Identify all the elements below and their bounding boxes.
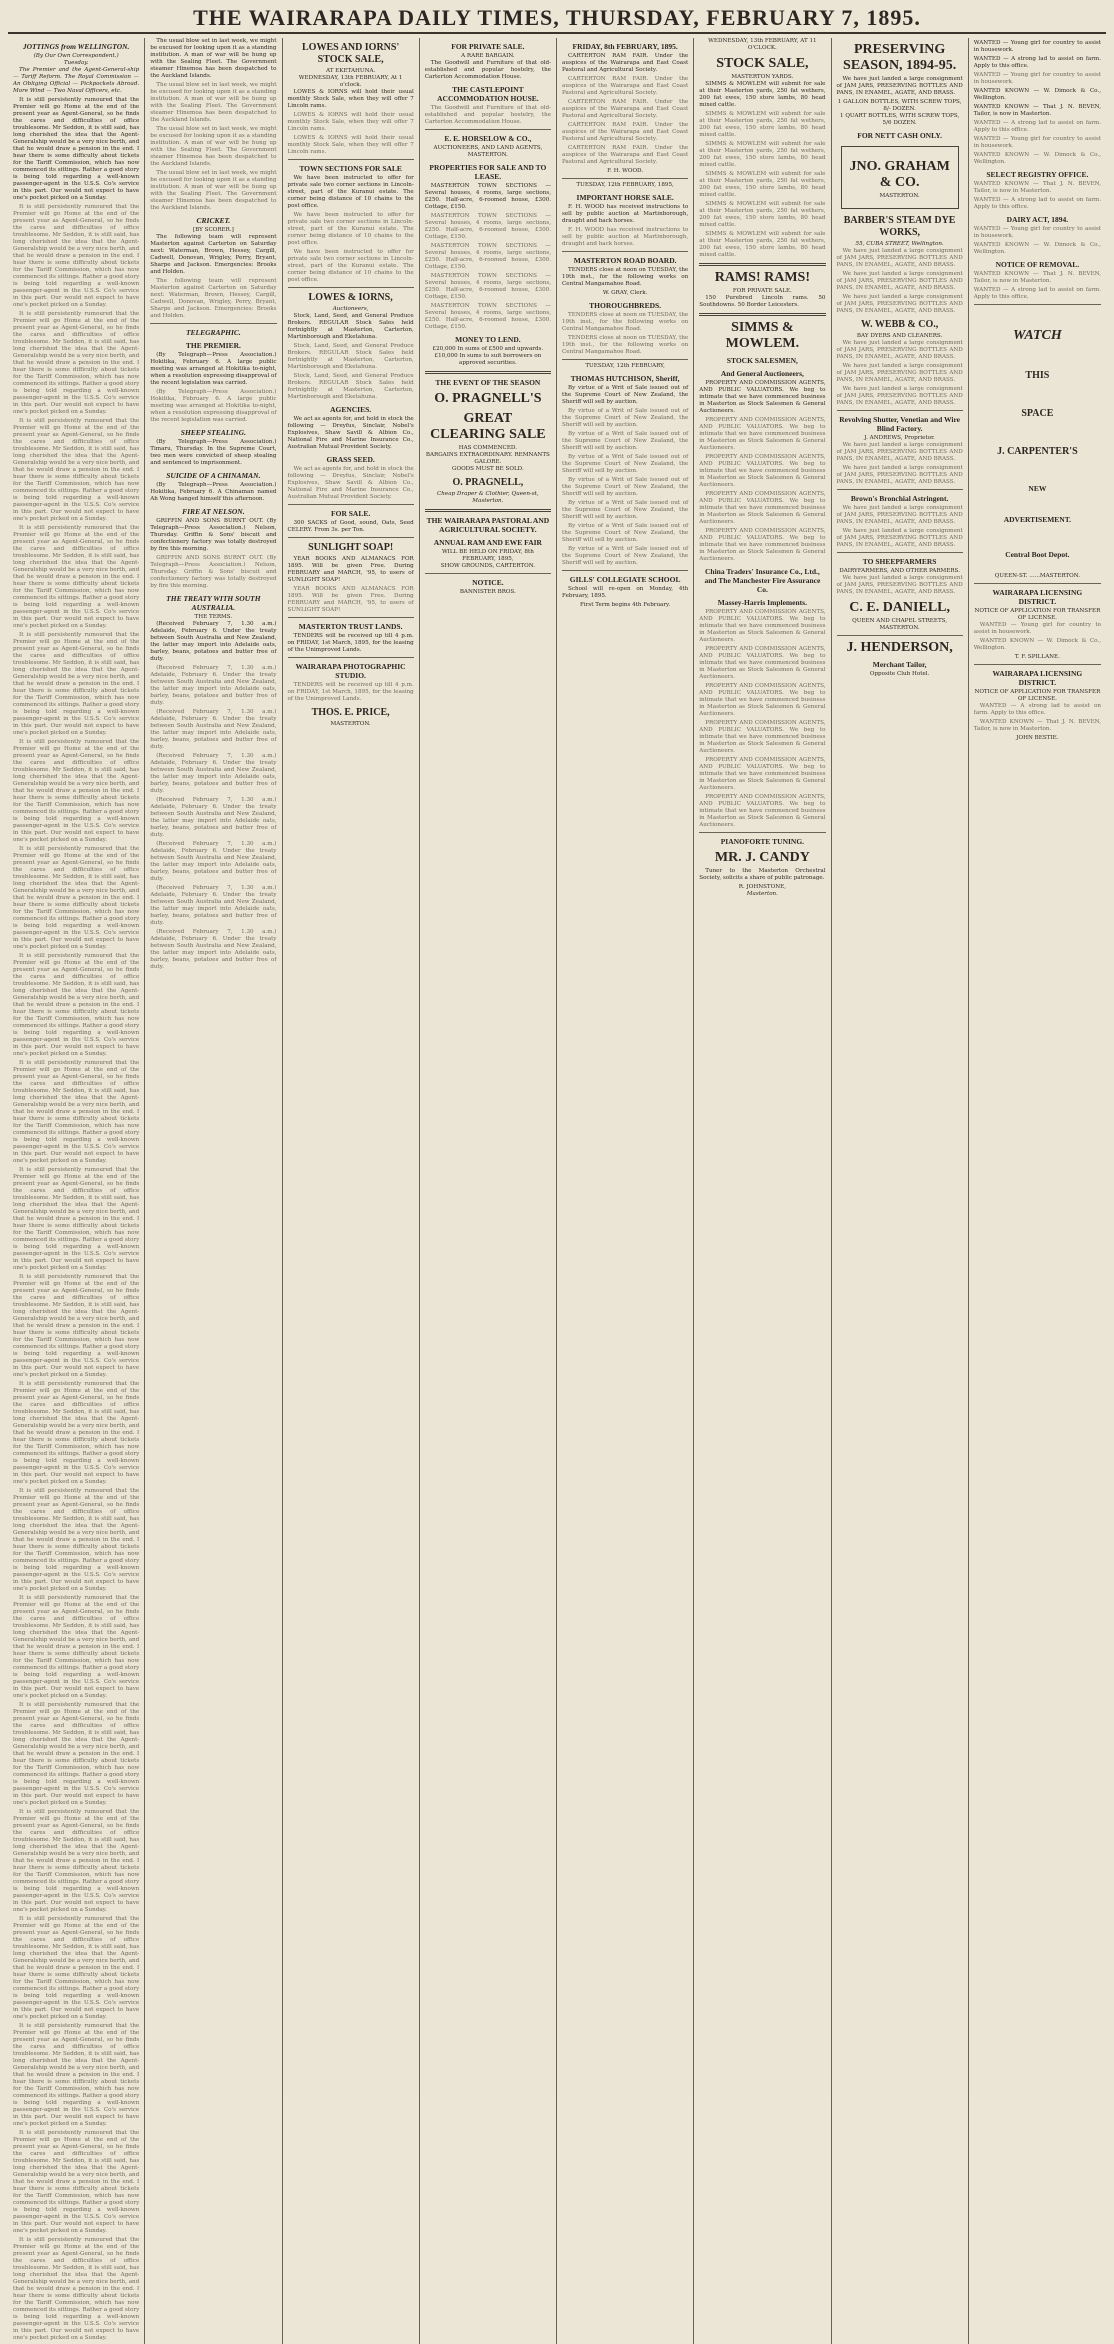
divider bbox=[974, 304, 1101, 305]
premier-body: (By Telegraph—Press Association.) Hokitika, February 6. A large public meeting was arranged at Hokitika to-night, when a resolution expressing disapproval of the recent legislation was carried. bbox=[150, 352, 277, 386]
private-sale-title: FOR PRIVATE SALE. bbox=[451, 42, 525, 51]
notice-title: NOTICE. bbox=[472, 578, 504, 587]
photo-title: WAIRARAPA PHOTOGRAPHIC STUDIO. bbox=[295, 662, 406, 680]
ram-fair-sign: F. H. WOOD. bbox=[607, 168, 644, 174]
preserving-body: We have just landed a large consignment of JAM JARS, PRESERVING BOTTLES AND PANS, IN ENAMEL, AGATE, AND BRASS. bbox=[836, 248, 963, 268]
article-text: The usual blow set in last week, we might be excused for looking upon it as a standing institution. A man of war will be hung up with the Sealing Fleet. The Government steamer Hinemoa has been despatched to the Auckland Islands. bbox=[150, 170, 277, 211]
registry-title: SELECT REGISTRY OFFICE. bbox=[986, 170, 1089, 179]
bargains: BARGAINS EXTRAORDINARY. REMNANTS GALORE. bbox=[425, 452, 550, 465]
column-1 bbox=[8, 38, 145, 2344]
divider bbox=[288, 657, 414, 658]
divider bbox=[837, 489, 963, 490]
preserving-body: We have just landed a large consignment of JAM JARS, PRESERVING BOTTLES AND PANS, IN ENAMEL, AGATE, AND BRASS. bbox=[836, 363, 963, 383]
central-boot-text: Central Boot Depot. bbox=[1005, 550, 1070, 559]
wanted-ad: WANTED — A strong lad to assist on farm. Apply to this office. bbox=[973, 703, 1101, 716]
treaty-body: (Received February 7, 1.30 a.m.) Adelaide, February 6. Under the treaty between South Australia and New Zealand, the latter may import into Adelaide oats, barley, beans, potatoes and butter free of duty. bbox=[150, 797, 277, 838]
preserving-title: PRESERVING SEASON, 1894-95. bbox=[843, 42, 957, 73]
divider bbox=[699, 263, 825, 266]
divider bbox=[562, 178, 688, 179]
license1-sub: NOTICE OF APPLICATION FOR TRANSFER OF LICENSE. bbox=[974, 608, 1101, 621]
johnstone-sign: R. JOHNSTONE, bbox=[738, 884, 787, 890]
wanted-ad: WANTED KNOWN — W. Dimock & Co., Wellington. bbox=[973, 638, 1101, 651]
spacer bbox=[974, 422, 1101, 442]
cricket-body: The following team will represent Masterton against Carterton on Saturday next: Waterman, Brown, Hessey, Cargill, Cadwell, Donovan, Wrigley, Perry, Bryant, Sharpe and Jackson. Emergencies: Brooks and Holden. bbox=[150, 278, 277, 319]
sheriff-body: By virtue of a Writ of Sale issued out of the Supreme Court of New Zealand, the Sheriff will sell by auction. bbox=[562, 477, 689, 497]
fire-body: GRIFFIN AND SONS BURNT OUT. (By Telegraph—Press Association.) Nelson, Thursday. Griffin & Sons' biscuit and confectionery factory was totally destroyed by fire this morning. bbox=[150, 555, 277, 589]
premier-heading: THE PREMIER. bbox=[185, 341, 241, 350]
webb-title: W. WEBB & CO., bbox=[861, 319, 939, 330]
props-title: PROPERTIES FOR SALE AND TO LEASE. bbox=[429, 163, 547, 181]
jottings-filler-text: It is still persistently rumoured that the Premier will go Home at the end of the present year as Agent-General, so he finds the cares and difficulties of office troublesome. Mr Seddon, it is still said, has long cherished the idea that the Agent-Generalship would be a very nice berth, and that he would draw a pension in the end. I hear there is some difficulty about tickets for the Tariff Commission, which has now commenced its sittings. Rather a good story is being told regarding a well-known passenger-agent in the U.S.S. Co's service in this part. Our would not expect to have one's pocket picked on a Sunday. bbox=[13, 2237, 140, 2341]
ewe-place: SHOW GROUNDS, CARTERTON. bbox=[440, 563, 536, 569]
road-board-body: TENDERS close at noon on TUESDAY, the 19th inst., for the following works on Central Mangamahoe Road. bbox=[562, 267, 689, 287]
props-body: MASTERTON TOWN SECTIONS — Several houses, 4 rooms, large sections, £250. Half-acre, 6-roomed house, £300. Cottage, £150. bbox=[424, 213, 551, 240]
simms-sub: STOCK SALESMEN, bbox=[726, 356, 798, 365]
simms-stock-body: SIMMS & MOWLEM will submit for sale at their Masterton yards, 250 fat wethers, 200 fat ewes, 150 store lambs, 80 head mixed cattle. bbox=[699, 111, 826, 138]
spacer bbox=[974, 460, 1101, 480]
piano-title: PIANOFORTE TUNING. bbox=[720, 837, 805, 846]
henderson-sub: Merchant Tailor, bbox=[872, 660, 927, 669]
spacer bbox=[974, 526, 1101, 546]
money-title: MONEY TO LEND. bbox=[455, 335, 521, 344]
barber-title: BARBER'S STEAM DYE WORKS, bbox=[843, 215, 956, 238]
horse-sale-body: F. H. WOOD has received instructions to sell by public auction at Martinborough, draught and hack horses. bbox=[562, 227, 689, 247]
ram-fair-body: CARTERTON RAM FAIR. Under the auspices of the Wairarapa and East Coast Pastoral and Agricultural Society. bbox=[562, 76, 689, 96]
props-body: MASTERTON TOWN SECTIONS — Several houses, 4 rooms, large sections, £250. Half-acre, 6-roomed house, £300. Cottage, £150. bbox=[424, 303, 551, 330]
agencies-title: AGENCIES. bbox=[330, 405, 372, 414]
props-body: MASTERTON TOWN SECTIONS — Several houses, 4 rooms, large sections, £250. Half-acre, 6-roomed house, £300. Cottage, £150. bbox=[424, 183, 551, 210]
preserving-body: We have just landed a large consignment of JAM JARS, PRESERVING BOTTLES AND PANS, IN ENAMEL, AGATE, AND BRASS. bbox=[836, 528, 963, 548]
simms-body: PROPERTY AND COMMISSION AGENTS, AND PUBLIC VALUATORS. We beg to intimate that we have commenced business in Masterton as Stock Salesmen & General Auctioneers. bbox=[699, 683, 826, 717]
jottings-heading: JOTTINGS from WELLINGTON. bbox=[22, 42, 130, 51]
photo-name: THOS. E. PRICE, bbox=[311, 707, 390, 718]
jottings-filler-text: It is still persistently rumoured that the Premier will go Home at the end of the present year as Agent-General, so he finds the cares and difficulties of office troublesome. Mr Seddon, it is still said, has long cherished the idea that the Agent-Generalship would be a very nice berth, and that he would draw a pension in the end. I hear there is some difficulty about tickets for the Tariff Commission, which has now commenced its sittings. Rather a good story is being told regarding a well-known passenger-agent in the U.S.S. Co's service in this part. Our would not expect to have one's pocket picked on a Sunday. bbox=[13, 418, 140, 522]
sheriff-body: By virtue of a Writ of Sale issued out of the Supreme Court of New Zealand, the Sheriff will sell by auction. bbox=[562, 546, 689, 566]
divider bbox=[425, 573, 551, 574]
sheriff-title: THOMAS HUTCHISON, Sheriff, bbox=[570, 374, 680, 383]
divider bbox=[288, 617, 414, 618]
jottings-filler-text: It is still persistently rumoured that the Premier will go Home at the end of the present year as Agent-General, so he finds the cares and difficulties of office troublesome. Mr Seddon, it is still said, has long cherished the idea that the Agent-Generalship would be a very nice berth, and that he would draw a pension in the end. I hear there is some difficulty about tickets for the Tariff Commission, which has now commenced its sittings. Rather a good story is being told regarding a well-known passenger-agent in the U.S.S. Co's service in this part. Our would not expect to have one's pocket picked on a Sunday. bbox=[13, 739, 140, 843]
column-2 bbox=[145, 38, 282, 2344]
simms-body: PROPERTY AND COMMISSION AGENTS, AND PUBLIC VALUATORS. We beg to intimate that we have commenced business in Masterton as Stock Salesmen & General Auctioneers. bbox=[699, 380, 826, 414]
private-sale-sub: A RARE BARGAIN. bbox=[461, 53, 515, 59]
chinaman-heading: SUICIDE OF A CHINAMAN. bbox=[166, 471, 261, 480]
premier-body: (By Telegraph—Press Association.) Hokitika, February 6. A large public meeting was arranged at Hokitika to-night, when a resolution expressing disapproval of the recent legislation was carried. bbox=[150, 389, 277, 423]
ram-fair-body: CARTERTON RAM FAIR. Under the auspices of the Wairarapa and East Coast Pastoral and Agricultural Society. bbox=[562, 99, 689, 119]
wanted-ad: WANTED KNOWN — That J. N. BEVEN, Tailor, is now in Masterton. bbox=[973, 719, 1101, 732]
spacer bbox=[974, 561, 1101, 573]
henderson-place: Opposite Club Hotel. bbox=[869, 671, 930, 677]
divider bbox=[288, 537, 414, 538]
rams-sub: FOR PRIVATE SALE. bbox=[732, 288, 792, 294]
pragnell-sign: O. PRAGNELL, bbox=[452, 477, 524, 488]
gills-title: GILLS' COLLEGIATE SCHOOL bbox=[569, 575, 681, 584]
props-body: MASTERTON TOWN SECTIONS — Several houses, 4 rooms, large sections, £250. Half-acre, 6-roomed house, £300. Cottage, £150. bbox=[424, 273, 551, 300]
wanted-ad: WANTED — Young girl for country to assist in housework. bbox=[973, 622, 1101, 635]
forsale-body: 300 SACKS of Good, sound, Oats, Seed CELERY. From 3s. per Ton. bbox=[287, 520, 414, 533]
treaty-body: (Received February 7, 1.30 a.m.) Adelaide, February 6. Under the treaty between South Australia and New Zealand, the latter may import into Adelaide oats, barley, beans, potatoes and butter free of duty. bbox=[150, 885, 277, 926]
town-sections-body: We have been instructed to offer for private sale two corner sections in Lincoln-street, part of the Kuranui estate. The corner being distance of 10 chains to the post office. bbox=[287, 212, 414, 246]
divider bbox=[837, 552, 963, 553]
spacer bbox=[974, 384, 1101, 404]
preserving-body: We have just landed a large consignment of JAM JARS, PRESERVING BOTTLES AND PANS, IN ENAMEL, AGATE, AND BRASS. bbox=[836, 76, 963, 96]
sheepfarmers-title: TO SHEEPFARMERS bbox=[862, 557, 937, 566]
license1-title: WAIRARAPA LICENSING DISTRICT. bbox=[992, 588, 1083, 606]
barber-place: 55, CUBA STREET, Wellington. bbox=[855, 241, 944, 247]
telegraphic-heading: TELEGRAPHIC. bbox=[185, 328, 241, 337]
treaty-body: (Received February 7, 1.30 a.m.) Adelaide, February 6. Under the treaty between South Australia and New Zealand, the latter may import into Adelaide oats, barley, beans, potatoes and butter free of duty. bbox=[150, 665, 277, 706]
simms-body: PROPERTY AND COMMISSION AGENTS, AND PUBLIC VALUATORS. We beg to intimate that we have commenced business in Masterton as Stock Salesmen & General Auctioneers. bbox=[699, 491, 826, 525]
sheriff-body: By virtue of a Writ of Sale issued out of the Supreme Court of New Zealand, the Sheriff will sell by auction. bbox=[562, 500, 689, 520]
massey-title: Massey-Harris Implements. bbox=[717, 598, 807, 607]
jottings-lead: The Premier and the Agent-General-ship — Tariff Reform. The Royal Commission — An Obliging Official — Pickpockets Abroad. More Wind — Two Naval Officers, etc. bbox=[13, 67, 140, 94]
horse-sale-title: IMPORTANT HORSE SALE. bbox=[576, 193, 674, 202]
removal-title: NOTICE OF REMOVAL. bbox=[995, 260, 1080, 269]
sheep-heading: SHEEP STEALING. bbox=[180, 428, 246, 437]
this-text: THIS bbox=[1025, 370, 1050, 381]
jottings-filler-text: It is still persistently rumoured that the Premier will go Home at the end of the present year as Agent-General, so he finds the cares and difficulties of office troublesome. Mr Seddon, it is still said, has long cherished the idea that the Agent-Generalship would be a very nice berth, and that he would draw a pension in the end. I hear there is some difficulty about tickets for the Tariff Commission, which has now commenced its sittings. Rather a good story is being told regarding a well-known passenger-agent in the U.S.S. Co's service in this part. Our would not expect to have one's pocket picked on a Sunday. bbox=[13, 1060, 140, 1164]
town-sections-body: We have been instructed to offer for private sale two corner sections in Lincoln-street, part of the Kuranui estate. The corner being distance of 10 chains to the post office. bbox=[287, 175, 414, 209]
column-5 bbox=[557, 38, 694, 2344]
horselow-title: E. E. HORSELOW & CO., bbox=[444, 134, 532, 143]
preserving-body: We have just landed a large consignment of JAM JARS, PRESERVING BOTTLES AND PANS, IN ENAMEL, AGATE, AND BRASS. bbox=[836, 340, 963, 360]
wanted-ad: WANTED — A strong lad to assist on farm. Apply to this office. bbox=[973, 56, 1101, 69]
wanted-ad: WANTED KNOWN — W. Dimock & Co., Wellington. bbox=[973, 88, 1101, 101]
lowes-title: LOWES & IORNS, bbox=[308, 292, 393, 303]
fire-body: GRIFFIN AND SONS BURNT OUT. (By Telegraph—Press Association.) Nelson, Thursday. Griffin & Sons' biscuit and confectionery factory was totally destroyed by fire this morning. bbox=[150, 518, 277, 552]
treaty-body: (Received February 7, 1.30 a.m.) Adelaide, February 6. Under the treaty between South Australia and New Zealand, the latter may import into Adelaide oats, barley, beans, potatoes and butter free of duty. bbox=[150, 709, 277, 750]
rams-title: RAMS! RAMS! bbox=[714, 270, 810, 285]
simms-stock-body: SIMMS & MOWLEM will submit for sale at their Masterton yards, 250 fat wethers, 200 fat ewes, 150 store lambs, 80 head mixed cattle. bbox=[699, 201, 826, 228]
simms-stock-place: MASTERTON YARDS. bbox=[731, 74, 794, 80]
jottings-filler-text: It is still persistently rumoured that the Premier will go Home at the end of the present year as Agent-General, so he finds the cares and difficulties of office troublesome. Mr Seddon, it is still said, has long cherished the idea that the Agent-Generalship would be a very nice berth, and that he would draw a pension in the end. I hear there is some difficulty about tickets for the Tariff Commission, which has now commenced its sittings. Rather a good story is being told regarding a well-known passenger-agent in the U.S.S. Co's service in this part. Our would not expect to have one's pocket picked on a Sunday. bbox=[13, 311, 140, 415]
simms-stock-body: SIMMS & MOWLEM will submit for sale at their Masterton yards, 250 fat wethers, 200 fat ewes, 150 store lambs, 80 head mixed cattle. bbox=[699, 81, 826, 108]
preserving-price-1: 1 GALLON BOTTLES, WITH SCREW TOPS, 8/- DOZEN. bbox=[837, 99, 962, 112]
simms-sub2: And General Auctioneers, bbox=[720, 369, 804, 378]
wanted-ad: WANTED — A strong lad to assist on farm. Apply to this office. bbox=[973, 287, 1101, 300]
road-board-title: MASTERTON ROAD BOARD. bbox=[573, 256, 677, 265]
new-text: NEW bbox=[1028, 484, 1047, 493]
simms-stock-date: WEDNESDAY, 13th FEBRUARY, AT 11 O'CLOCK. bbox=[708, 38, 817, 51]
pragnell-sign-sub: Cheap Draper & Clothier, Queen-st, Masterton. bbox=[437, 491, 539, 504]
daniell-sub: QUEEN AND CHAPEL STREETS, MASTERTON. bbox=[852, 618, 948, 631]
simms-stock-body: SIMMS & MOWLEM will submit for sale at their Masterton yards, 250 fat wethers, 200 fat ewes, 150 store lambs, 80 head mixed cattle. bbox=[699, 231, 826, 258]
ram-fair-date: FRIDAY, 8th FEBRUARY, 1895. bbox=[572, 42, 678, 51]
shutter-title: Revolving Shutter, Venetian and Wire Blind Factory. bbox=[839, 415, 961, 433]
jottings-filler-text: It is still persistently rumoured that the Premier will go Home at the end of the present year as Agent-General, so he finds the cares and difficulties of office troublesome. Mr Seddon, it is still said, has long cherished the idea that the Agent-Generalship would be a very nice berth, and that he would draw a pension in the end. I hear there is some difficulty about tickets for the Tariff Commission, which has now commenced its sittings. Rather a good story is being told regarding a well-known passenger-agent in the U.S.S. Co's service in this part. Our would not expect to have one's pocket picked on a Sunday. bbox=[13, 1702, 140, 1806]
trust-title: MASTERTON TRUST LANDS. bbox=[298, 622, 403, 631]
graham-place: MASTERTON. bbox=[879, 193, 920, 199]
sheriff-body: By virtue of a Writ of Sale issued out of the Supreme Court of New Zealand, the Sheriff will sell by auction. bbox=[562, 454, 689, 474]
license2-sub: NOTICE OF APPLICATION FOR TRANSFER OF LICENSE. bbox=[974, 689, 1101, 702]
cricket-sub: [BY SCORER.] bbox=[192, 227, 234, 233]
pastoral-title: THE WAIRARAPA PASTORAL AND AGRICULTURAL SOCIETY. bbox=[426, 516, 550, 534]
treaty-heading: THE TREATY WITH SOUTH AUSTRALIA. bbox=[166, 594, 261, 612]
wanted-ad: WANTED — Young girl for country to assist in housework. bbox=[973, 40, 1101, 53]
spacer bbox=[974, 308, 1101, 324]
cricket-body: The following team will represent Masterton against Carterton on Saturday next: Waterman, Brown, Hessey, Cargill, Cadwell, Donovan, Wrigley, Perry, Bryant, Sharpe and Jackson. Emergencies: Brooks and Holden. bbox=[150, 234, 277, 275]
preserving-body: We have just landed a large consignment of JAM JARS, PRESERVING BOTTLES AND PANS, IN ENAMEL, AGATE, AND BRASS. bbox=[836, 505, 963, 525]
wanted-ad: WANTED KNOWN — W. Dimock & Co., Wellington. bbox=[973, 242, 1101, 255]
treaty-body: (Received February 7, 1.30 a.m.) Adelaide, February 6. Under the treaty between South Australia and New Zealand, the latter may import into Adelaide oats, barley, beans, potatoes and butter free of duty. bbox=[150, 929, 277, 970]
divider bbox=[562, 251, 688, 252]
stock-sale-title: LOWES AND IORNS' STOCK SALE, bbox=[302, 42, 400, 65]
jottings-byline: (By Our Own Correspondent.) bbox=[33, 53, 119, 59]
goods-sold: GOODS MUST BE SOLD. bbox=[452, 466, 524, 472]
wanted-ad: WANTED — Young girl for country to assist in housework. bbox=[973, 226, 1101, 239]
chinaman-body: (By Telegraph—Press Association.) Hokitika, February 6. A Chinaman named Ah Wong hanged himself this afternoon. bbox=[150, 482, 277, 502]
columns bbox=[8, 38, 1106, 2341]
nett-cash: FOR NETT CASH ONLY. bbox=[857, 131, 942, 140]
forsale-title: FOR SALE. bbox=[331, 509, 371, 518]
sheepfarmers-sub: DAIRYFARMERS, AND OTHER PARMERS. bbox=[839, 568, 960, 574]
private-sale-body: The Goodwill and Furniture of that old-established and popular hostelry, the Carterton Accommodation House. bbox=[424, 60, 551, 80]
simms-stock-body: SIMMS & MOWLEM will submit for sale at their Masterton yards, 250 fat wethers, 200 fat ewes, 150 store lambs, 80 head mixed cattle. bbox=[699, 171, 826, 198]
preserving-body: We have just landed a large consignment of JAM JARS, PRESERVING BOTTLES AND PANS, IN ENAMEL, AGATE, AND BRASS. bbox=[836, 575, 963, 595]
divider bbox=[562, 570, 688, 571]
jottings-filler-text: It is still persistently rumoured that the Premier will go Home at the end of the present year as Agent-General, so he finds the cares and difficulties of office troublesome. Mr Seddon, it is still said, has long cherished the idea that the Agent-Generalship would be a very nice berth, and that he would draw a pension in the end. I hear there is some difficulty about tickets for the Tariff Commission, which has now commenced its sittings. Rather a good story is being told regarding a well-known passenger-agent in the U.S.S. Co's service in this part. Our would not expect to have one's pocket picked on a Sunday. bbox=[13, 1167, 140, 1271]
divider bbox=[425, 129, 551, 130]
stock-sale-date: WEDNESDAY, 13th FEBRUARY, At 1 o'clock. bbox=[298, 75, 403, 88]
spacer bbox=[974, 495, 1101, 511]
road-board-body: TENDERS close at noon on TUESDAY, the 19th inst., for the following works on Central Mangamahoe Road. bbox=[562, 312, 689, 332]
sunlight-title: SUNLIGHT SOAP! bbox=[308, 542, 394, 553]
rams-body: 150 Purebred Lincoln rams. 50 Southdowns. 50 Border Leicesters. bbox=[699, 295, 826, 308]
sunlight-body: YEAR BOOKS AND ALMANACS FOR 1895. Will be given Free. During FEBRUARY and MARCH, '95, to users of SUNLIGHT SOAP! bbox=[287, 586, 414, 613]
castlepoint-title: THE CASTLEPOINT ACCOMMODATION HOUSE. bbox=[437, 85, 539, 103]
article-text: The usual blow set in last week, we might be excused for looking upon it as a standing institution. A man of war will be hung up with the Sealing Fleet. The Government steamer Hinemoa has been despatched to the Auckland Islands. bbox=[150, 82, 277, 123]
horse-sale-body: F. H. WOOD has received instructions to sell by public auction at Martinborough, draught and hack horses. bbox=[562, 204, 689, 224]
ram-fair-body: CARTERTON RAM FAIR. Under the auspices of the Wairarapa and East Coast Pastoral and Agricultural Society. bbox=[562, 122, 689, 142]
road-board-sign: W. GRAY, Clerk. bbox=[602, 290, 648, 296]
photo-place: MASTERTON. bbox=[330, 721, 371, 727]
simms-stock-title: STOCK SALE, bbox=[716, 56, 809, 71]
cricket-heading: CRICKET. bbox=[196, 216, 231, 225]
treaty-body: (Received February 7, 1.30 a.m.) Adelaide, February 6. Under the treaty between South Australia and New Zealand, the latter may import into Adelaide oats, barley, beans, potatoes and butter free of duty. bbox=[150, 841, 277, 882]
sheriff-body: By virtue of a Writ of Sale issued out of the Supreme Court of New Zealand, the Sheriff will sell by auction. bbox=[562, 523, 689, 543]
jottings-filler-text: It is still persistently rumoured that the Premier will go Home at the end of the present year as Agent-General, so he finds the cares and difficulties of office troublesome. Mr Seddon, it is still said, has long cherished the idea that the Agent-Generalship would be a very nice berth, and that he would draw a pension in the end. I hear there is some difficulty about tickets for the Tariff Commission, which has now commenced its sittings. Rather a good story is being told regarding a well-known passenger-agent in the U.S.S. Co's service in this part. Our would not expect to have one's pocket picked on a Sunday. bbox=[13, 1809, 140, 1913]
clearing-sale-sub: HAS COMMENCED. bbox=[458, 445, 517, 451]
wanted-ad: WANTED — Young girl for country to assist in housework. bbox=[973, 72, 1101, 85]
simms-body: PROPERTY AND COMMISSION AGENTS, AND PUBLIC VALUATORS. We beg to intimate that we have commenced business in Masterton as Stock Salesmen & General Auctioneers. bbox=[699, 757, 826, 791]
column-8 bbox=[969, 38, 1106, 2344]
jottings-dateline: Tuesday. bbox=[63, 60, 89, 66]
column-7 bbox=[832, 38, 969, 2344]
gills-body: School will re-open on Monday, 4th February, 1895. bbox=[562, 586, 689, 599]
divider bbox=[837, 635, 963, 636]
divider bbox=[425, 509, 551, 512]
johnstone-place: Masterton. bbox=[746, 891, 778, 897]
horselow-place: MASTERTON. bbox=[467, 152, 508, 158]
brown-title: Brown's Bronchial Astringent. bbox=[850, 494, 949, 503]
jottings-continued bbox=[13, 204, 139, 2342]
jottings-filler-text: It is still persistently rumoured that the Premier will go Home at the end of the present year as Agent-General, so he finds the cares and difficulties of office troublesome. Mr Seddon, it is still said, has long cherished the idea that the Agent-Generalship would be a very nice berth, and that he would draw a pension in the end. I hear there is some difficulty about tickets for the Tariff Commission, which has now commenced its sittings. Rather a good story is being told regarding a well-known passenger-agent in the U.S.S. Co's service in this part. Our would not expect to have one's pocket picked on a Sunday. bbox=[13, 846, 140, 950]
stock-sale-body: LOWES & IORNS will hold their usual monthly Stock Sale, when they will offer 7 Lincoln rams. bbox=[287, 89, 414, 109]
draughts-title: THOROUGHBREDS. bbox=[589, 301, 662, 310]
divider bbox=[974, 583, 1101, 584]
stock-sale-place: AT EKETAHUNA. bbox=[325, 68, 376, 74]
carpenter-text: J. CARPENTER'S bbox=[997, 446, 1078, 457]
road-board-body: TENDERS close at noon on TUESDAY, the 19th inst., for the following works on Central Mangamahoe Road. bbox=[562, 335, 689, 355]
jottings-filler-text: It is still persistently rumoured that the Premier will go Home at the end of the present year as Agent-General, so he finds the cares and difficulties of office troublesome. Mr Seddon, it is still said, has long cherished the idea that the Agent-Generalship would be a very nice berth, and that he would draw a pension in the end. I hear there is some difficulty about tickets for the Tariff Commission, which has now commenced its sittings. Rather a good story is being told regarding a well-known passenger-agent in the U.S.S. Co's service in this part. Our would not expect to have one's pocket picked on a Sunday. bbox=[13, 204, 140, 308]
pragnell-title: O. PRAGNELL'S bbox=[434, 391, 542, 406]
lowes-body: Stock, Land, Seed, and General Produce Brokers. REGULAR Stock Sales held fortnightly at Masterton, Carterton, Martinborough and Eketahuna. bbox=[287, 343, 414, 370]
sunlight-body: YEAR BOOKS AND ALMANACS FOR 1895. Will be given Free. During FEBRUARY and MARCH, '95, to users of SUNLIGHT SOAP! bbox=[287, 556, 414, 583]
stock-sale-body: LOWES & IORNS will hold their usual monthly Stock Sale, when they will offer 7 Lincoln rams. bbox=[287, 135, 414, 155]
stock-sale-body: LOWES & IORNS will hold their usual monthly Stock Sale, when they will offer 7 Lincoln rams. bbox=[287, 112, 414, 132]
estate-date: TUESDAY, 12th FEBRUARY, bbox=[585, 363, 665, 369]
preserving-body: We have just landed a large consignment of JAM JARS, PRESERVING BOTTLES AND PANS, IN ENAMEL, AGATE, AND BRASS. bbox=[836, 465, 963, 485]
jottings-filler-text: It is still persistently rumoured that the Premier will go Home at the end of the present year as Agent-General, so he finds the cares and difficulties of office troublesome. Mr Seddon, it is still said, has long cherished the idea that the Agent-Generalship would be a very nice berth, and that he would draw a pension in the end. I hear there is some difficulty about tickets for the Tariff Commission, which has now commenced its sittings. Rather a good story is being told regarding a well-known passenger-agent in the U.S.S. Co's service in this part. Our would not expect to have one's pocket picked on a Sunday. bbox=[13, 632, 140, 736]
jottings-filler-text: It is still persistently rumoured that the Premier will go Home at the end of the present year as Agent-General, so he finds the cares and difficulties of office troublesome. Mr Seddon, it is still said, has long cherished the idea that the Agent-Generalship would be a very nice berth, and that he would draw a pension in the end. I hear there is some difficulty about tickets for the Tariff Commission, which has now commenced its sittings. Rather a good story is being told regarding a well-known passenger-agent in the U.S.S. Co's service in this part. Our would not expect to have one's pocket picked on a Sunday. bbox=[13, 2130, 140, 2234]
article-text: The usual blow set in last week, we might be excused for looking upon it as a standing institution. A man of war will be hung up with the Sealing Fleet. The Government steamer Hinemoa has been despatched to the Auckland Islands. bbox=[150, 38, 277, 79]
simms-body: PROPERTY AND COMMISSION AGENTS, AND PUBLIC VALUATORS. We beg to intimate that we have commenced business in Masterton as Stock Salesmen & General Auctioneers. bbox=[699, 417, 826, 451]
divider bbox=[288, 287, 414, 288]
jottings-filler-text: It is still persistently rumoured that the Premier will go Home at the end of the present year as Agent-General, so he finds the cares and difficulties of office troublesome. Mr Seddon, it is still said, has long cherished the idea that the Agent-Generalship would be a very nice berth, and that he would draw a pension in the end. I hear there is some difficulty about tickets for the Tariff Commission, which has now commenced its sittings. Rather a good story is being told regarding a well-known passenger-agent in the U.S.S. Co's service in this part. Our would not expect to have one's pocket picked on a Sunday. bbox=[13, 1274, 140, 1378]
preserving-body: We have just landed a large consignment of JAM JARS, PRESERVING BOTTLES AND PANS, IN ENAMEL, AGATE, AND BRASS. bbox=[836, 294, 963, 314]
simms-body: PROPERTY AND COMMISSION AGENTS, AND PUBLIC VALUATORS. We beg to intimate that we have commenced business in Masterton as Stock Salesmen & General Auctioneers. bbox=[699, 646, 826, 680]
jottings-filler-text: It is still persistently rumoured that the Premier will go Home at the end of the present year as Agent-General, so he finds the cares and difficulties of office troublesome. Mr Seddon, it is still said, has long cherished the idea that the Agent-Generalship would be a very nice berth, and that he would draw a pension in the end. I hear there is some difficulty about tickets for the Tariff Commission, which has now commenced its sittings. Rather a good story is being told regarding a well-known passenger-agent in the U.S.S. Co's service in this part. Our would not expect to have one's pocket picked on a Sunday. bbox=[13, 2023, 140, 2127]
money-1: £20,000 In sums of £500 and upwards. bbox=[432, 346, 544, 352]
jottings-filler-text: It is still persistently rumoured that the Premier will go Home at the end of the present year as Agent-General, so he finds the cares and difficulties of office troublesome. Mr Seddon, it is still said, has long cherished the idea that the Agent-Generalship would be a very nice berth, and that he would draw a pension in the end. I hear there is some difficulty about tickets for the Tariff Commission, which has now commenced its sittings. Rather a good story is being told regarding a well-known passenger-agent in the U.S.S. Co's service in this part. Our would not expect to have one's pocket picked on a Sunday. bbox=[13, 1916, 140, 2020]
simms-body: PROPERTY AND COMMISSION AGENTS, AND PUBLIC VALUATORS. We beg to intimate that we have commenced business in Masterton as Stock Salesmen & General Auctioneers. bbox=[699, 794, 826, 828]
sheriff-body: By virtue of a Writ of Sale issued out of the Supreme Court of New Zealand, the Sheriff will sell by auction. bbox=[562, 408, 689, 428]
wanted-ad: WANTED — A strong lad to assist on farm. Apply to this office. bbox=[973, 197, 1101, 210]
gills-sign: First Term begins 4th February. bbox=[580, 602, 671, 608]
town-sections-title: TOWN SECTIONS FOR SALE bbox=[299, 164, 402, 173]
ewe-title: ANNUAL RAM AND EWE FAIR bbox=[433, 538, 542, 547]
shutter-sign: J. ANDREWS, Proprietor. bbox=[864, 435, 935, 441]
column-4 bbox=[420, 38, 557, 2344]
sheriff-body: By virtue of a Writ of Sale issued out of the Supreme Court of New Zealand, the Sheriff will sell by auction. bbox=[562, 431, 689, 451]
horselow-sub: AUCTIONEERS, AND LAND AGENTS, bbox=[433, 145, 543, 151]
webb-sub: BAY DYERS AND CLEANERS. bbox=[856, 333, 943, 339]
divider bbox=[699, 313, 825, 316]
props-body: MASTERTON TOWN SECTIONS — Several houses, 4 rooms, large sections, £250. Half-acre, 6-roomed house, £300. Cottage, £150. bbox=[424, 243, 551, 270]
queen-st-text: QUEEN-ST. ......MASTERTON. bbox=[994, 573, 1081, 579]
license2-title: WAIRARAPA LICENSING DISTRICT. bbox=[992, 669, 1083, 687]
license1-sign: T. F. SPILLANE. bbox=[1014, 654, 1060, 660]
sheriff-body: By virtue of a Writ of Sale issued out of the Supreme Court of New Zealand, the Sheriff will sell by auction. bbox=[562, 385, 689, 405]
jottings-filler-text: It is still persistently rumoured that the Premier will go Home at the end of the present year as Agent-General, so he finds the cares and difficulties of office troublesome. Mr Seddon, it is still said, has long cherished the idea that the Agent-Generalship would be a very nice berth, and that he would draw a pension in the end. I hear there is some difficulty about tickets for the Tariff Commission, which has now commenced its sittings. Rather a good story is being told regarding a well-known passenger-agent in the U.S.S. Co's service in this part. Our would not expect to have one's pocket picked on a Sunday. bbox=[13, 1595, 140, 1699]
divider bbox=[699, 832, 825, 833]
sheep-body: (By Telegraph—Press Association.) Timaru, Thursday. In the Supreme Court, two men were convicted of sheep stealing and sentenced to imprisonment. bbox=[150, 439, 277, 466]
wanted-ad: WANTED — A strong lad to assist on farm. Apply to this office. bbox=[973, 120, 1101, 133]
watch-text: WATCH bbox=[1012, 328, 1062, 343]
china-traders-title: China Traders' Insurance Co., Ltd., and The Manchester Fire Assurance Co. bbox=[704, 567, 821, 594]
wanted-ad: WANTED KNOWN — W. Dimock & Co., Wellington. bbox=[973, 152, 1101, 165]
agencies-body: We act as agents for, and hold in stock the following — Dreyfus, Sinclair, Nobel's Explosives, Shaw Savill & Albion Co., National Fire and Marine Insurance Co., Australian Mutual Provident Society. bbox=[287, 466, 414, 500]
treaty-sub: THE TERMS. bbox=[194, 614, 233, 620]
column-3 bbox=[283, 38, 420, 2344]
divider bbox=[425, 371, 551, 374]
simms-title: SIMMS & MOWLEM. bbox=[725, 320, 800, 351]
divider bbox=[150, 323, 276, 324]
event-title: THE EVENT OF THE SEASON bbox=[435, 378, 541, 387]
preserving-body: We have just landed a large consignment of JAM JARS, PRESERVING BOTTLES AND PANS, IN ENAMEL, AGATE, AND BRASS. bbox=[836, 271, 963, 291]
money-2: £10,000 In sums to suit borrowers on approved securities. bbox=[434, 353, 542, 366]
trust-body: TENDERS will be received up till 4 p.m. on FRIDAY, 1st March, 1895, for the leasing of the Unimproved Lands. bbox=[287, 633, 414, 653]
adv-text: ADVERTISEMENT. bbox=[1003, 515, 1072, 524]
simms-stock-body: SIMMS & MOWLEM will submit for sale at their Masterton yards, 250 fat wethers, 200 fat ewes, 150 store lambs, 80 head mixed cattle. bbox=[699, 141, 826, 168]
masthead: THE WAIRARAPA DAILY TIMES, THURSDAY, FEBRUARY 7, 1895. bbox=[8, 6, 1106, 34]
divider bbox=[288, 159, 414, 160]
town-sections-body: We have been instructed to offer for private sale two corner sections in Lincoln-street, part of the Kuranui estate. The corner being distance of 10 chains to the post office. bbox=[287, 249, 414, 283]
jottings-filler-text: It is still persistently rumoured that the Premier will go Home at the end of the present year as Agent-General, so he finds the cares and difficulties of office troublesome. Mr Seddon, it is still said, has long cherished the idea that the Agent-Generalship would be a very nice berth, and that he would draw a pension in the end. I hear there is some difficulty about tickets for the Tariff Commission, which has now commenced its sittings. Rather a good story is being told regarding a well-known passenger-agent in the U.S.S. Co's service in this part. Our would not expect to have one's pocket picked on a Sunday. bbox=[13, 1381, 140, 1485]
clearing-sale-title: GREAT CLEARING SALE bbox=[430, 411, 546, 442]
treaty-body: (Received February 7, 1.30 a.m.) Adelaide, February 6. Under the treaty between South Australia and New Zealand, the latter may import into Adelaide oats, barley, beans, potatoes and butter free of duty. bbox=[150, 621, 277, 662]
divider bbox=[974, 664, 1101, 665]
wanted-ad: WANTED KNOWN — That J. N. BEVEN, Tailor, is now in Masterton. bbox=[973, 104, 1101, 117]
jottings-filler-text: It is still persistently rumoured that the Premier will go Home at the end of the present year as Agent-General, so he finds the cares and difficulties of office troublesome. Mr Seddon, it is still said, has long cherished the idea that the Agent-Generalship would be a very nice berth, and that he would draw a pension in the end. I hear there is some difficulty about tickets for the Tariff Commission, which has now commenced its sittings. Rather a good story is being told regarding a well-known passenger-agent in the U.S.S. Co's service in this part. Our would not expect to have one's pocket picked on a Sunday. bbox=[13, 1488, 140, 1592]
private-sale-body: The Goodwill and Furniture of that old-established and popular hostelry, the Carterton Accommodation House. bbox=[424, 105, 551, 125]
bannister-sign: BANNISTER BROS. bbox=[459, 589, 516, 595]
wanted-ad: WANTED KNOWN — That J. N. BEVEN, Tailor, is now in Masterton. bbox=[973, 181, 1101, 194]
jottings-body: It is still persistently rumoured that the Premier will go Home at the end of the present year as Agent-General, so he finds the cares and difficulties of office troublesome. Mr Seddon, it is still said, has long cherished the idea that the Agent-Generalship would be a very nice berth, and that he would draw a pension in the end. I hear there is some difficulty about tickets for the Tariff Commission, which has now commenced its sittings. Rather a good story is being told regarding a well-known passenger-agent in the U.S.S. Co's service in this part. Our would not expect to have one's pocket picked on a Sunday. bbox=[13, 97, 140, 201]
preserving-body: We have just landed a large consignment of JAM JARS, PRESERVING BOTTLES AND PANS, IN ENAMEL, AGATE, AND BRASS. bbox=[836, 386, 963, 406]
ewe-date: WILL BE HELD ON FRIDAY, 8th FEBRUARY, 1895, bbox=[441, 549, 534, 562]
simms-body: PROPERTY AND COMMISSION AGENTS, AND PUBLIC VALUATORS. We beg to intimate that we have commenced business in Masterton as Stock Salesmen & General Auctioneers. bbox=[699, 528, 826, 562]
agencies-body: We act as agents for, and hold in stock the following — Dreyfus, Sinclair, Nobel's Explosives, Shaw Savill & Albion Co., National Fire and Marine Insurance Co., Australian Mutual Provident Society. bbox=[287, 416, 414, 450]
graham-box bbox=[841, 146, 959, 209]
spacer bbox=[974, 346, 1101, 366]
lowes-sub: Auctioneers, bbox=[332, 306, 369, 312]
simms-body: PROPERTY AND COMMISSION AGENTS, AND PUBLIC VALUATORS. We beg to intimate that we have commenced business in Masterton as Stock Salesmen & General Auctioneers. bbox=[699, 720, 826, 754]
grass-title: GRASS SEED. bbox=[326, 455, 375, 464]
ram-fair-body: CARTERTON RAM FAIR. Under the auspices of the Wairarapa and East Coast Pastoral and Agricultural Society. bbox=[562, 53, 689, 73]
wanted-ad: WANTED KNOWN — That J. N. BEVEN, Tailor, is now in Masterton. bbox=[973, 271, 1101, 284]
trust-body: TENDERS will be received up till 4 p.m. on FRIDAY, 1st March, 1895, for the leasing of the Unimproved Lands. bbox=[287, 682, 414, 702]
dairy-title: DAIRY ACT, 1894. bbox=[1006, 215, 1069, 224]
ram-fair-body: CARTERTON RAM FAIR. Under the auspices of the Wairarapa and East Coast Pastoral and Agricultural Society. bbox=[562, 145, 689, 165]
space-text: SPACE bbox=[1021, 408, 1054, 419]
daniell-title: C. E. DANIELL, bbox=[849, 600, 950, 615]
divider bbox=[288, 504, 414, 505]
jottings-filler-text: It is still persistently rumoured that the Premier will go Home at the end of the present year as Agent-General, so he finds the cares and difficulties of office troublesome. Mr Seddon, it is still said, has long cherished the idea that the Agent-Generalship would be a very nice berth, and that he would draw a pension in the end. I hear there is some difficulty about tickets for the Tariff Commission, which has now commenced its sittings. Rather a good story is being told regarding a well-known passenger-agent in the U.S.S. Co's service in this part. Our would not expect to have one's pocket picked on a Sunday. bbox=[13, 525, 140, 629]
lowes-body: Stock, Land, Seed, and General Produce Brokers. REGULAR Stock Sales held fortnightly at Masterton, Carterton, Martinborough and Eketahuna. bbox=[287, 313, 414, 340]
column-6 bbox=[694, 38, 831, 2344]
license2-sign: JOHN BESTIE. bbox=[1016, 735, 1059, 741]
simms-body: PROPERTY AND COMMISSION AGENTS, AND PUBLIC VALUATORS. We beg to intimate that we have commenced business in Masterton as Stock Salesmen & General Auctioneers. bbox=[699, 609, 826, 643]
fire-heading: FIRE AT NELSON. bbox=[182, 507, 245, 516]
graham-title: JNO. GRAHAM & CO. bbox=[849, 159, 950, 190]
henderson-title: J. HENDERSON, bbox=[846, 640, 953, 655]
lowes-body: Stock, Land, Seed, and General Produce Brokers. REGULAR Stock Sales held fortnightly at Masterton, Carterton, Martinborough and Eketahuna. bbox=[287, 373, 414, 400]
candy-body: Tuner to the Masterton Orchestral Society, solicits a share of public patronage. bbox=[699, 868, 826, 881]
simms-body: PROPERTY AND COMMISSION AGENTS, AND PUBLIC VALUATORS. We beg to intimate that we have commenced business in Masterton as Stock Salesmen & General Auctioneers. bbox=[699, 454, 826, 488]
preserving-body: We have just landed a large consignment of JAM JARS, PRESERVING BOTTLES AND PANS, IN ENAMEL, AGATE, AND BRASS. bbox=[836, 442, 963, 462]
article-text: The usual blow set in last week, we might be excused for looking upon it as a standing institution. A man of war will be hung up with the Sealing Fleet. The Government steamer Hinemoa has been despatched to the Auckland Islands. bbox=[150, 126, 277, 167]
jottings-filler-text: It is still persistently rumoured that the Premier will go Home at the end of the present year as Agent-General, so he finds the cares and difficulties of office troublesome. Mr Seddon, it is still said, has long cherished the idea that the Agent-Generalship would be a very nice berth, and that he would draw a pension in the end. I hear there is some difficulty about tickets for the Tariff Commission, which has now commenced its sittings. Rather a good story is being told regarding a well-known passenger-agent in the U.S.S. Co's service in this part. Our would not expect to have one's pocket picked on a Sunday. bbox=[13, 953, 140, 1057]
divider bbox=[837, 410, 963, 411]
divider bbox=[562, 359, 688, 360]
wanted-ad: WANTED — Young girl for country to assist in housework. bbox=[973, 136, 1101, 149]
candy-title: MR. J. CANDY bbox=[714, 850, 810, 865]
treaty-body: (Received February 7, 1.30 a.m.) Adelaide, February 6. Under the treaty between South Australia and New Zealand, the latter may import into Adelaide oats, barley, beans, potatoes and butter free of duty. bbox=[150, 753, 277, 794]
preserving-price-2: 1 QUART BOTTLES, WITH SCREW TOPS, 5/6 DOZEN. bbox=[839, 113, 960, 126]
horse-sale-date: TUESDAY, 12th FEBRUARY, 1895, bbox=[576, 182, 674, 188]
